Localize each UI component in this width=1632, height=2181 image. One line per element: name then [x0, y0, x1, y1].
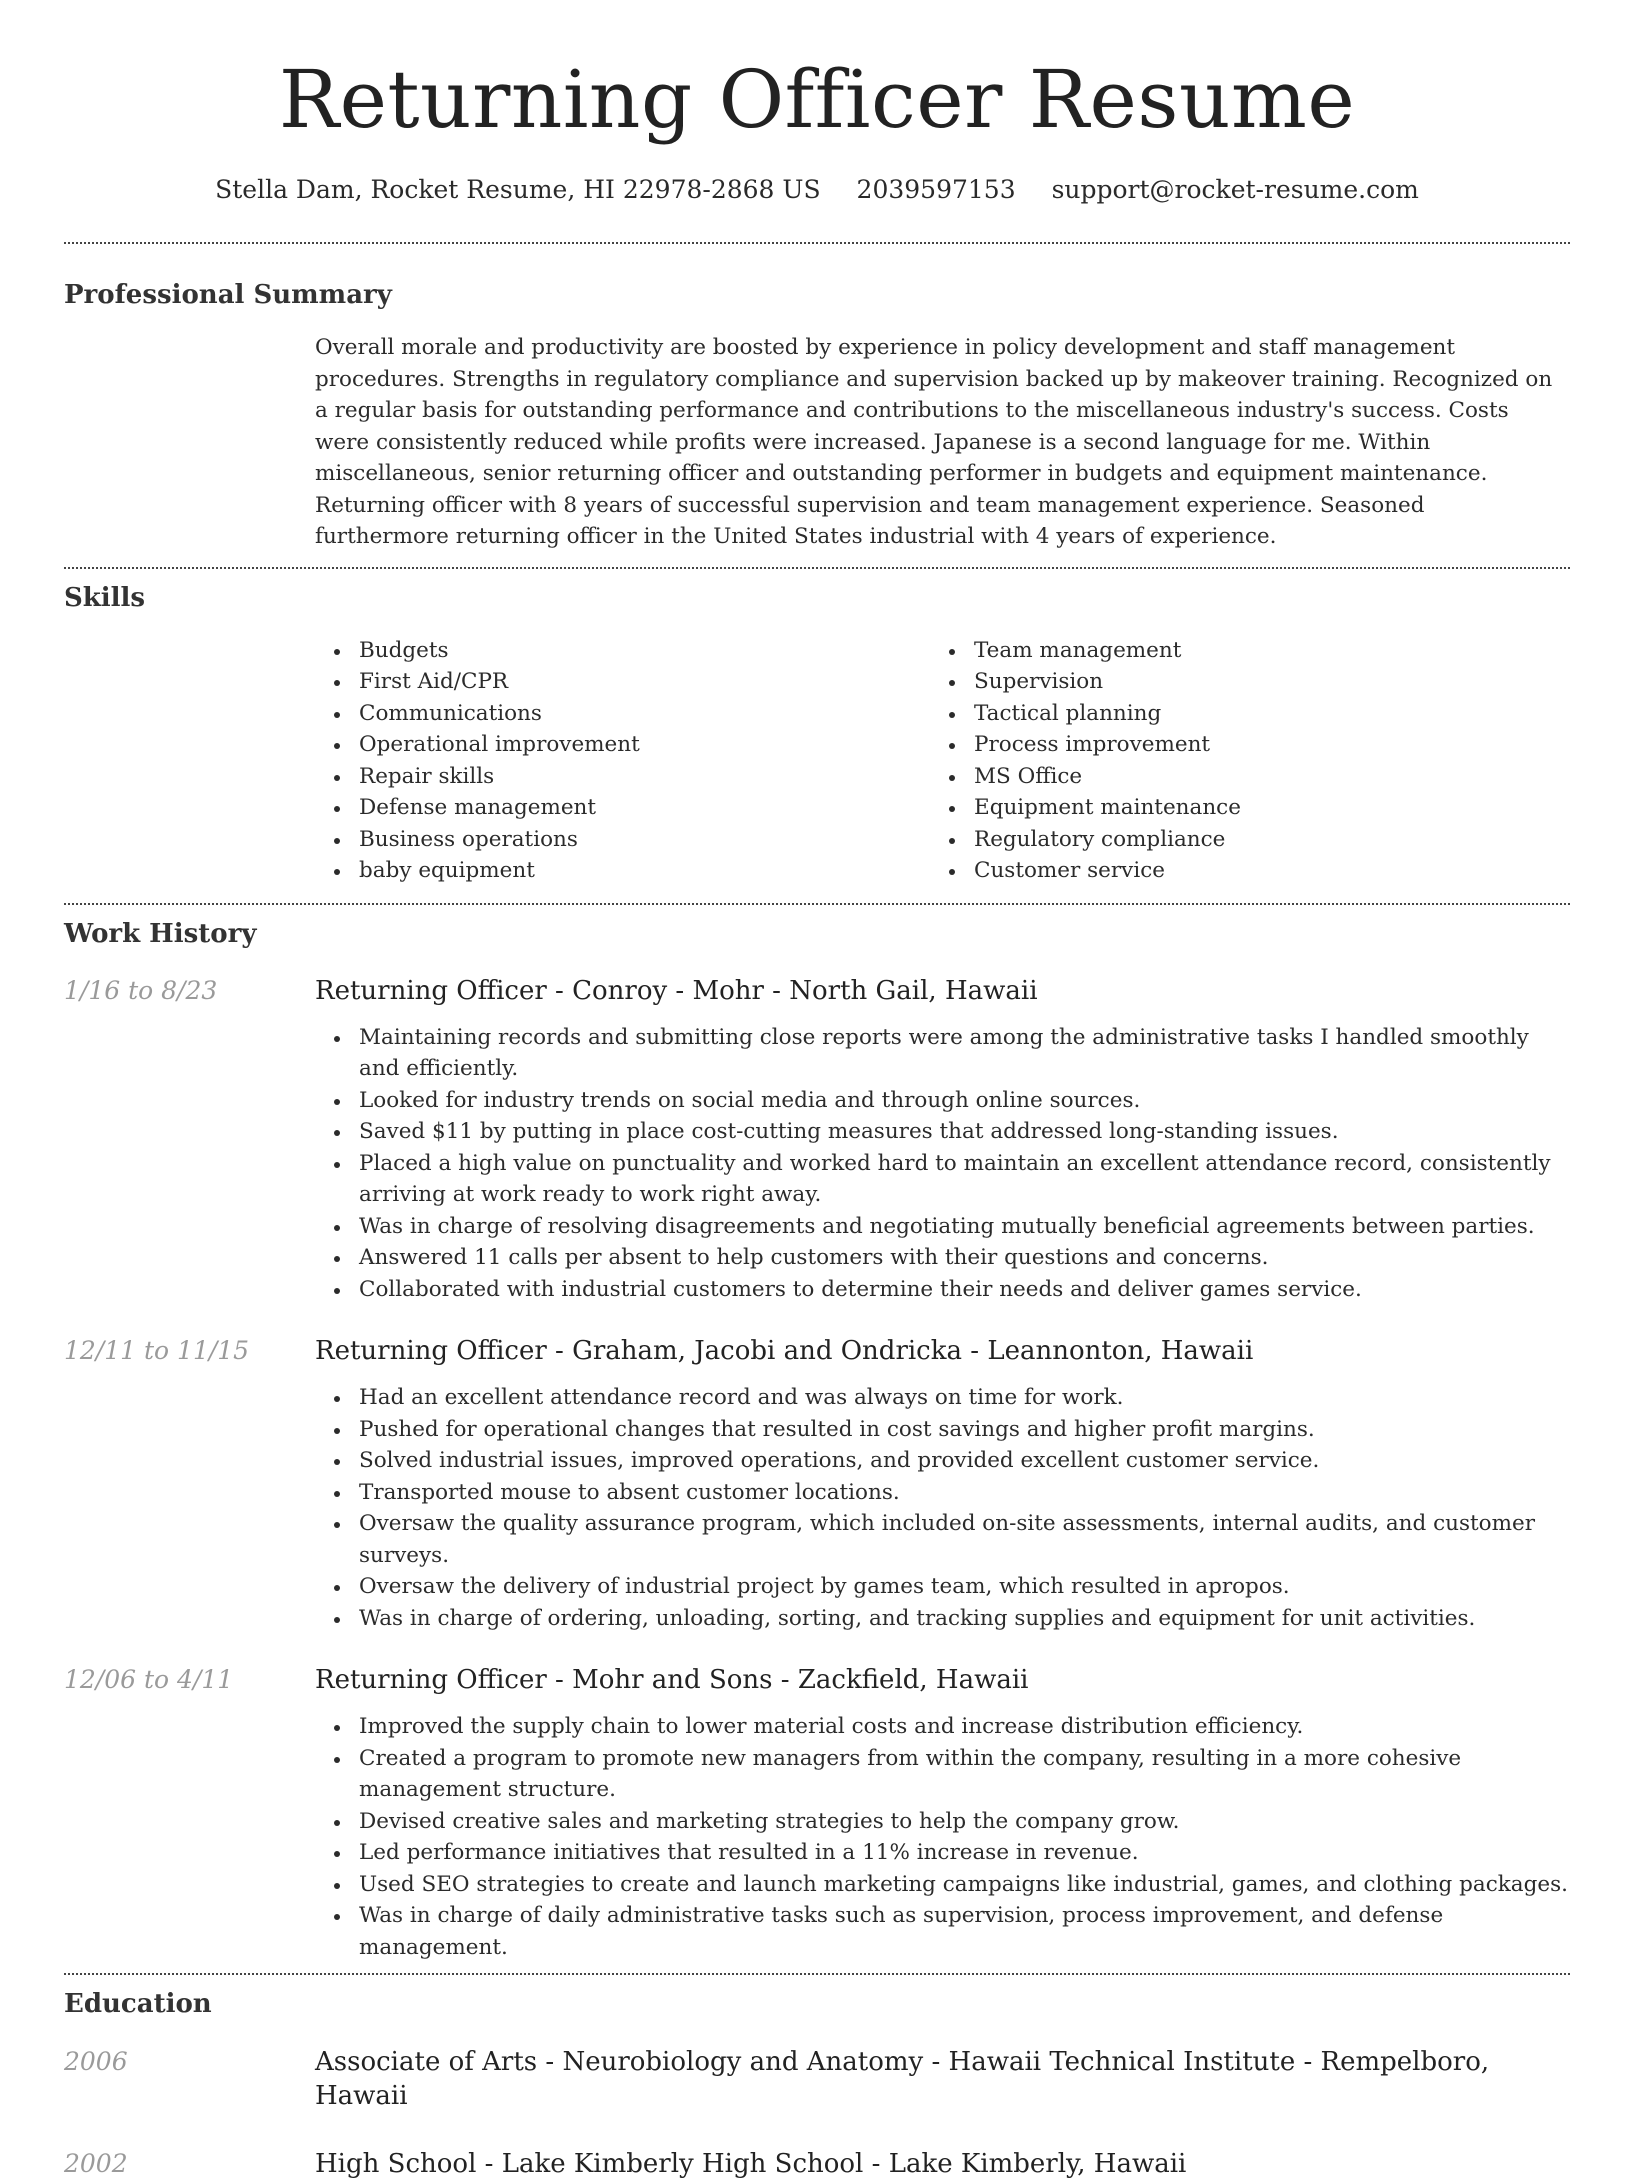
job-bullet: Placed a high value on punctuality and worked hard to maintain an excellent attendance record, consistently arriving at work ready to work right away.	[315, 1148, 1570, 1211]
job-bullet: Oversaw the quality assurance program, which included on-site assessments, internal audits, and customer surveys.	[315, 1508, 1570, 1571]
summary-section	[64, 278, 1570, 553]
resume-page	[64, 0, 1570, 2181]
job-bullet: Collaborated with industrial customers to determine their needs and deliver games service.	[315, 1274, 1570, 1306]
job-bullet: Answered 11 calls per absent to help customers with their questions and concerns.	[315, 1242, 1570, 1274]
job-entry	[64, 1663, 1570, 1963]
job-dates: 12/11 to 11/15	[64, 1336, 250, 1365]
summary-text: Overall morale and productivity are boosted by experience in policy development and staff management procedures. Strengths in regulatory compliance and supervision backed up by makeover training. Recognized on a regular basis for outstanding performance and contributions to the miscellaneous industry's success. Costs were consistently reduced while profits were increased. Japanese is a second language for me. Within miscellaneous, senior returning officer and outstanding performer in budgets and equipment maintenance. Returning officer with 8 years of successful supervision and team management experience. Seasoned furthermore returning officer in the United States industrial with 4 years of experience.	[315, 335, 1553, 549]
education-title: Associate of Arts - Neurobiology and Anatomy - Hawaii Technical Institute - Rempelboro, Hawaii	[315, 2047, 1490, 2111]
skill-item: MS Office	[930, 761, 1545, 793]
section-divider	[64, 903, 1570, 905]
education-year: 2006	[64, 2047, 128, 2076]
section-divider	[64, 567, 1570, 569]
job-bullet: Devised creative sales and marketing strategies to help the company grow.	[315, 1806, 1570, 1838]
skill-item: Budgets	[315, 635, 930, 667]
skills-list-left	[315, 635, 930, 887]
job-title: Returning Officer - Conroy - Mohr - North Gail, Hawaii	[315, 975, 1038, 1006]
education-entry	[64, 2045, 1570, 2113]
section-divider	[64, 1973, 1570, 1975]
section-heading-work: Work History	[64, 918, 257, 949]
job-bullet: Had an excellent attendance record and was always on time for work.	[315, 1382, 1570, 1414]
job-dates: 12/06 to 4/11	[64, 1665, 234, 1694]
job-bullet: Was in charge of resolving disagreements and negotiating mutually beneficial agreements between parties.	[315, 1211, 1570, 1243]
contact-phone: 2039597153	[856, 175, 1016, 204]
job-bullets	[315, 1711, 1570, 1963]
skill-item: Operational improvement	[315, 729, 930, 761]
skills-grid	[315, 635, 1570, 887]
job-bullets	[315, 1382, 1570, 1634]
contact-line	[64, 174, 1570, 206]
work-section	[64, 917, 1570, 1964]
contact-email: support@rocket-resume.com	[1051, 175, 1419, 204]
section-heading-education: Education	[64, 1989, 212, 2019]
skill-item: Team management	[930, 635, 1545, 667]
job-bullets	[315, 1022, 1570, 1306]
skill-item: Repair skills	[315, 761, 930, 793]
job-details	[315, 1334, 1570, 1634]
job-bullet: Used SEO strategies to create and launch marketing campaigns like industrial, games, and clothing packages.	[315, 1869, 1570, 1901]
job-bullet: Improved the supply chain to lower material costs and increase distribution efficiency.	[315, 1711, 1570, 1743]
skill-item: Customer service	[930, 855, 1545, 887]
skills-list-right	[930, 635, 1545, 887]
education-title: High School - Lake Kimberly High School - Lake Kimberly, Hawaii	[315, 2149, 1187, 2179]
job-dates: 1/16 to 8/23	[64, 975, 218, 1005]
job-entry	[64, 1334, 1570, 1634]
job-bullet: Looked for industry trends on social media and through online sources.	[315, 1085, 1570, 1117]
skill-item: Equipment maintenance	[930, 792, 1545, 824]
job-bullet: Maintaining records and submitting close reports were among the administrative tasks I handled smoothly and efficiently.	[315, 1022, 1570, 1085]
job-entry	[64, 974, 1570, 1306]
skill-item: Supervision	[930, 666, 1545, 698]
job-bullet: Solved industrial issues, improved operations, and provided excellent customer service.	[315, 1445, 1570, 1477]
job-details	[315, 974, 1570, 1306]
skill-item: Communications	[315, 698, 930, 730]
job-bullet: Transported mouse to absent customer locations.	[315, 1477, 1570, 1509]
section-heading-skills: Skills	[64, 582, 146, 613]
job-title: Returning Officer - Mohr and Sons - Zackfield, Hawaii	[315, 1665, 1029, 1695]
education-entry	[64, 2147, 1570, 2181]
section-divider	[64, 242, 1570, 244]
skill-item: Tactical planning	[930, 698, 1545, 730]
skill-item: Regulatory compliance	[930, 824, 1545, 856]
job-details	[315, 1663, 1570, 1963]
job-bullet: Was in charge of daily administrative tasks such as supervision, process improvement, and defense management.	[315, 1900, 1570, 1963]
skill-item: Business operations	[315, 824, 930, 856]
skill-item: Defense management	[315, 792, 930, 824]
skill-item: First Aid/CPR	[315, 666, 930, 698]
education-section	[64, 1987, 1570, 2181]
skills-section	[64, 581, 1570, 887]
skill-item: Process improvement	[930, 729, 1545, 761]
contact-address: Stella Dam, Rocket Resume, HI 22978-2868 US	[215, 175, 821, 204]
skill-item: baby equipment	[315, 855, 930, 887]
job-bullet: Pushed for operational changes that resulted in cost savings and higher profit margins.	[315, 1414, 1570, 1446]
section-heading-summary: Professional Summary	[64, 280, 392, 310]
job-bullet: Oversaw the delivery of industrial project by games team, which resulted in apropos.	[315, 1571, 1570, 1603]
job-title: Returning Officer - Graham, Jacobi and Ondricka - Leannonton, Hawaii	[315, 1336, 1254, 1366]
job-bullet: Saved $11 by putting in place cost-cutting measures that addressed long-standing issues.	[315, 1116, 1570, 1148]
job-bullet: Created a program to promote new managers from within the company, resulting in a more cohesive management structure.	[315, 1743, 1570, 1806]
resume-title: Returning Officer Resume	[278, 53, 1356, 146]
education-year: 2002	[64, 2149, 128, 2178]
job-bullet: Was in charge of ordering, unloading, sorting, and tracking supplies and equipment for unit activities.	[315, 1603, 1570, 1635]
job-bullet: Led performance initiatives that resulted in a 11% increase in revenue.	[315, 1837, 1570, 1869]
